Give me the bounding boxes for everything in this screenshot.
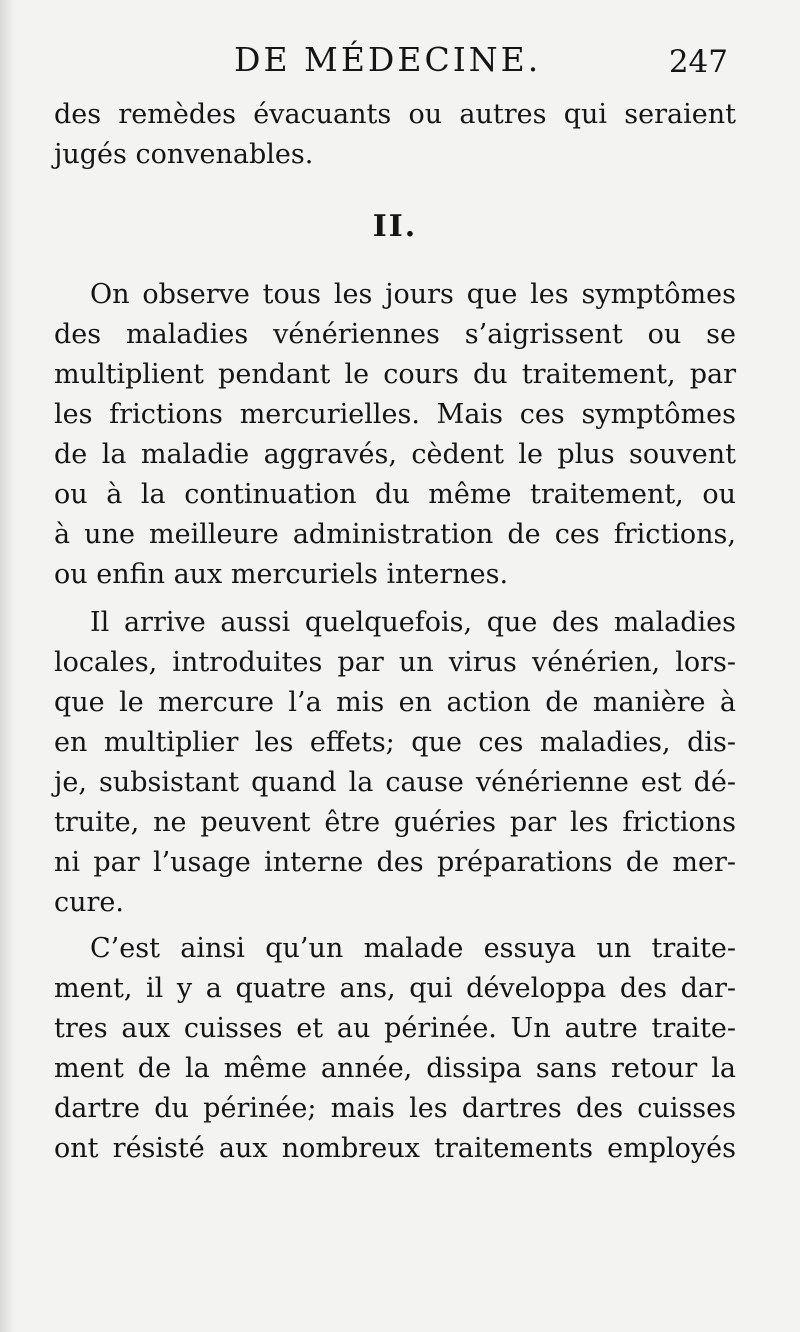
text-line: On observe tous les jours que les symptômes xyxy=(90,279,736,310)
text-line: les frictions mercurielles. Mais ces symptômes xyxy=(54,399,736,430)
text-line: de la maladie aggravés, cèdent le plus souvent xyxy=(54,439,736,470)
paragraph xyxy=(54,275,736,595)
text-line: locales, introduites par un virus vénérien, lors- xyxy=(54,647,736,678)
running-title: DE MÉDECINE. xyxy=(234,40,542,79)
paragraph xyxy=(54,603,736,923)
text-line: je, subsistant quand la cause vénérienne est dé- xyxy=(54,767,736,798)
text-line: multiplient pendant le cours du traitement, par xyxy=(54,359,736,390)
text-line: que le mercure l’a mis en action de manière à xyxy=(54,687,736,718)
text-line: ment de la même année, dissipa sans retour la xyxy=(54,1053,736,1084)
running-head xyxy=(56,38,728,82)
text-line: dartre du périnée; mais les dartres des cuisses xyxy=(54,1093,736,1124)
text-line: ment, il y a quatre ans, qui développa des dar- xyxy=(54,973,736,1004)
text-line: en multiplier les effets; que ces maladies, dis- xyxy=(54,727,736,758)
text-line: ont résisté aux nombreux traitements employés xyxy=(54,1133,736,1164)
text-line: jugés convenables. xyxy=(54,139,314,170)
text-line: truite, ne peuvent être guéries par les frictions xyxy=(54,807,736,838)
text-line: des maladies vénériennes s’aigrissent ou se xyxy=(54,319,736,350)
text-line: cure. xyxy=(54,887,124,918)
paragraph xyxy=(54,929,736,1169)
text-line: des remèdes évacuants ou autres qui seraient xyxy=(54,99,736,130)
text-line: ou à la continuation du même traitement, ou xyxy=(54,479,736,510)
text-line: C’est ainsi qu’un malade essuya un traite- xyxy=(90,933,736,964)
text-line: à une meilleure administration de ces frictions, xyxy=(54,519,736,550)
section-heading: II. xyxy=(372,209,418,244)
paragraph-continued xyxy=(54,95,736,175)
body-text xyxy=(54,95,736,1169)
text-line: tres aux cuisses et au périnée. Un autre traite- xyxy=(54,1013,736,1044)
page-number: 247 xyxy=(668,44,728,80)
text-line: ou enfin aux mercuriels internes. xyxy=(54,559,509,590)
text-line: ni par l’usage interne des préparations de mer- xyxy=(54,847,736,878)
text-line: Il arrive aussi quelquefois, que des maladies xyxy=(90,607,736,638)
